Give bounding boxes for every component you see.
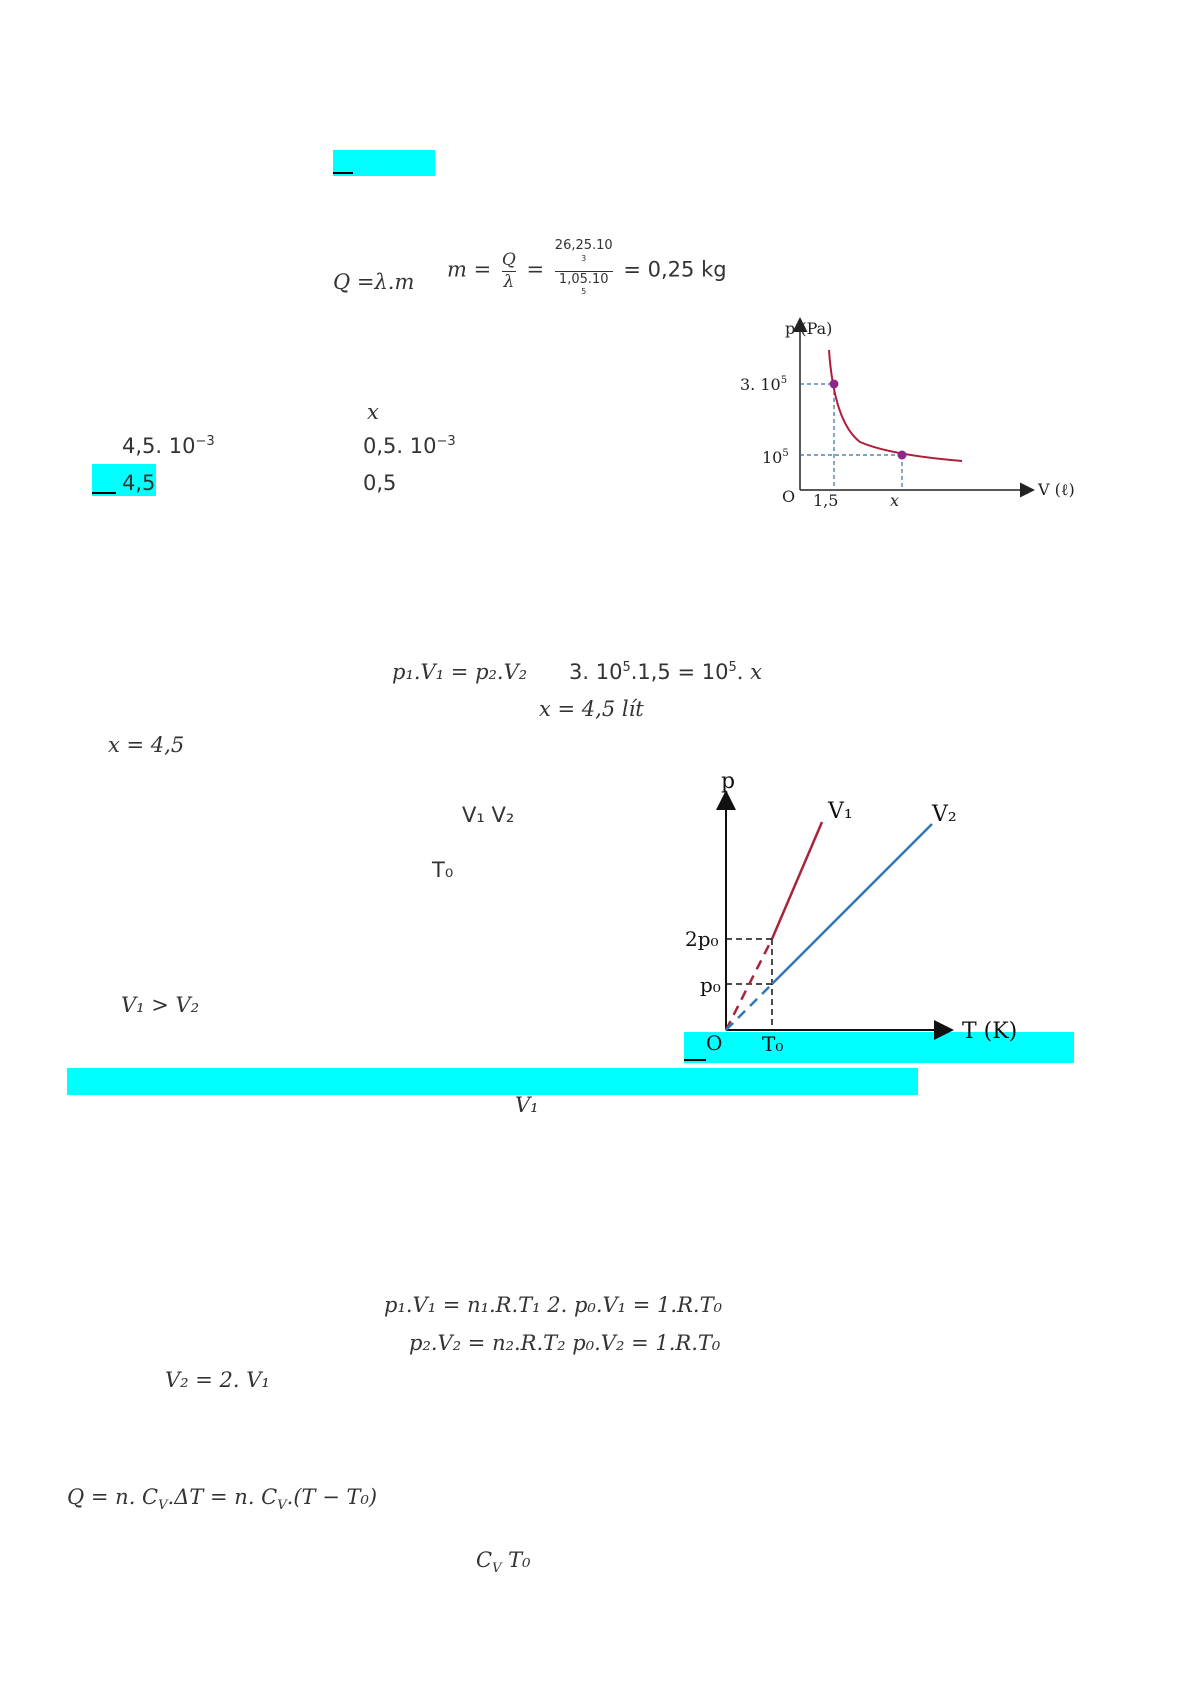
v1-greater-v2: V₁ > V₂ [121, 993, 200, 1017]
y-axis-label: p [721, 769, 736, 794]
state-equation-2: p₂.V₂ = n₂.R.T₂ p₀.V₂ = 1.R.T₀ [409, 1331, 721, 1355]
line1-label: V₁ [828, 799, 853, 824]
answer-underline-2 [92, 492, 116, 494]
line2-label: V₂ [932, 802, 957, 827]
cv-t0: $C_V$ T₀ [476, 1548, 531, 1577]
state-point-2 [898, 451, 907, 460]
x-axis-label: T (K) [962, 1019, 1018, 1044]
fraction-q-lambda [502, 250, 516, 292]
origin-label: O [706, 1031, 723, 1055]
mass-formula: m = $\frac{Q}{\lambda}$ = 26,25.10 $^3$ 1,05.10 $^5$ = 0,25 kg [447, 238, 727, 304]
table-row2-right: 0,5 [363, 471, 397, 495]
isochore-v2-solid [772, 824, 932, 984]
x-tick-1: 1,5 [813, 491, 839, 510]
answer-underline-1 [333, 172, 353, 174]
x-axis-label: V (ℓ) [1038, 480, 1075, 499]
frac-values-den: 1,05.10 $^5$ [555, 271, 613, 305]
y-tick-high: 3. $10^5$ [740, 375, 788, 394]
answer-underline-3 [684, 1059, 706, 1061]
answer-highlight-3b [67, 1068, 918, 1095]
state-equation-1: p₁.V₁ = n₁.R.T₁ 2. p₀.V₁ = 1.R.T₀ [384, 1293, 722, 1317]
t0-label: T₀ [432, 858, 454, 882]
v1-v2-labels: V₁ V₂ [462, 803, 515, 827]
latent-heat-formula: Q =λ.m [333, 270, 415, 294]
heat-formula: Q = n. $C_V.\Delta T = n$. $C_V.(T - T_0)$ [67, 1485, 378, 1514]
v1-single: V₁ [515, 1093, 539, 1117]
frac-num: Q [501, 250, 516, 271]
isotherm-curve [829, 350, 962, 461]
y-tick-p0: p₀ [700, 973, 721, 997]
y-tick-2p0: 2p₀ [685, 927, 719, 951]
origin-label: O [782, 487, 796, 506]
state-point-1 [830, 380, 839, 389]
pt-isochore-graph [680, 768, 1040, 1058]
mass-lhs: m = [447, 257, 492, 282]
table-row1-right: 0,5. $10^{-3}$ [363, 434, 456, 458]
isochore-v1-solid [772, 822, 822, 939]
y-axis-label: p (Pa) [785, 319, 833, 338]
frac-values-num: 26,25.10 $^3$ [554, 238, 613, 263]
fraction-values [555, 238, 613, 304]
x-equals: x = 4,5 [108, 733, 185, 757]
pv-isotherm-graph [740, 312, 1100, 520]
y-tick-low: $10^5$ [762, 448, 789, 467]
x-tick-2: x [890, 491, 900, 510]
isochore-v2-dashed [726, 984, 772, 1030]
table-header-x: x [367, 400, 379, 424]
table-row1-left: 4,5. $10^{-3}$ [122, 434, 215, 458]
x-result: x = 4,5 lít [539, 697, 644, 721]
v2-equals: V₂ = 2. V₁ [165, 1368, 270, 1392]
mass-result: = 0,25 kg [623, 257, 727, 282]
x-tick-t0: T₀ [762, 1032, 784, 1056]
boyle-law: p₁.V₁ = p₂.V₂ [392, 660, 528, 684]
table-row2-left: 4,5 [122, 471, 156, 495]
boyle-calc: 3. $10^5.1,5 = 10^5$. x [569, 660, 762, 684]
frac-den: λ [503, 271, 515, 292]
